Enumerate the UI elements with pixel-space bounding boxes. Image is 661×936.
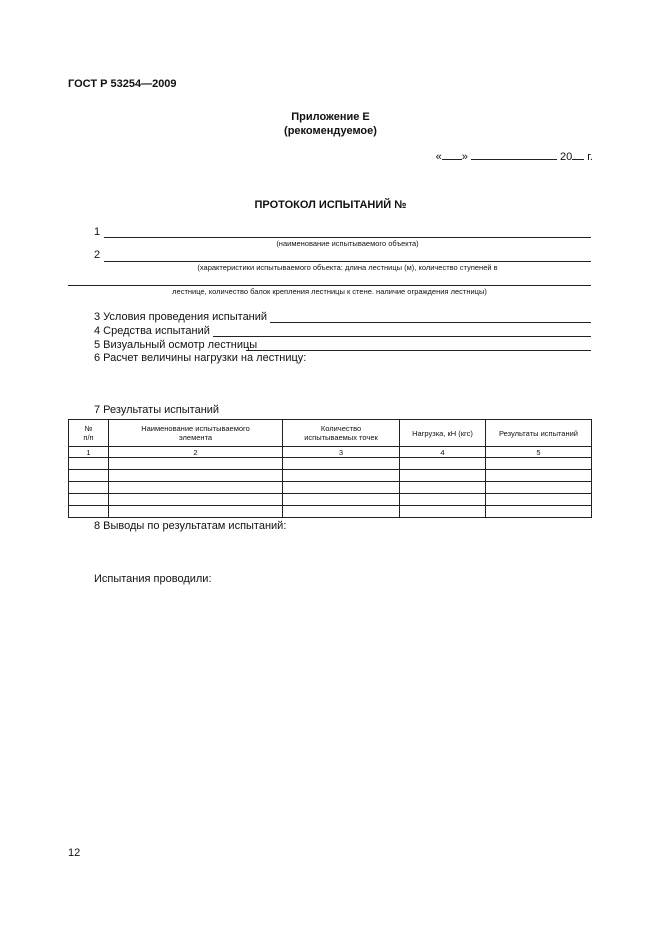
column-number: 2 — [109, 447, 283, 458]
header-cell-element: Наименование испытываемого элемента — [109, 420, 283, 447]
section-7-label: 7 Результаты испытаний — [94, 404, 220, 416]
field2-caption-line1: (характеристики испытываемого объекта: длина лестницы (м), количество ступеней в — [197, 263, 498, 272]
header-cell-number: № п/п — [69, 420, 109, 447]
section-6-label: 6 Расчет величины нагрузки на лестницу: — [94, 352, 307, 364]
field2-number: 2 — [94, 249, 101, 261]
table-cell[interactable] — [109, 470, 283, 482]
table-cell[interactable] — [486, 494, 592, 506]
table-cell[interactable] — [109, 506, 283, 518]
section-4-input-line[interactable] — [213, 336, 591, 337]
table-cell[interactable] — [486, 506, 592, 518]
year-suffix: г. — [587, 151, 593, 163]
field2-second-line[interactable] — [68, 285, 591, 286]
table-cell[interactable] — [283, 506, 400, 518]
column-number: 4 — [400, 447, 486, 458]
page-number: 12 — [68, 847, 81, 859]
document-header: ГОСТ Р 53254—2009 — [68, 78, 177, 90]
date-close-quote: » — [461, 151, 468, 163]
column-number: 1 — [69, 447, 109, 458]
table-cell[interactable] — [400, 494, 486, 506]
table-cell[interactable] — [109, 494, 283, 506]
table-cell[interactable] — [283, 458, 400, 470]
field1-number: 1 — [94, 226, 101, 238]
header-cell-load: Нагрузка, кН (кгс) — [400, 420, 486, 447]
table-cell[interactable] — [109, 458, 283, 470]
table-column-number-row — [69, 447, 592, 458]
table-row — [69, 458, 592, 470]
table-cell[interactable] — [486, 482, 592, 494]
table-row — [69, 494, 592, 506]
table-cell[interactable] — [69, 470, 109, 482]
testers-label: Испытания проводили: — [94, 573, 212, 585]
section-8-label: 8 Выводы по результатам испытаний: — [94, 520, 287, 532]
appendix-heading — [0, 110, 661, 138]
table-cell[interactable] — [69, 494, 109, 506]
table-header-row — [69, 420, 592, 447]
year-blank[interactable] — [572, 149, 584, 160]
field1-caption: (наименование испытываемого объекта) — [276, 239, 419, 248]
table-cell[interactable] — [400, 458, 486, 470]
section-3-label: 3 Условия проведения испытаний — [94, 311, 268, 323]
appendix-subtitle: (рекомендуемое) — [284, 125, 377, 137]
column-number: 3 — [283, 447, 400, 458]
day-blank[interactable] — [442, 149, 462, 160]
year-prefix: 20 — [559, 151, 573, 163]
table-row — [69, 482, 592, 494]
header-cell-results: Результаты испытаний — [486, 420, 592, 447]
month-blank[interactable] — [471, 149, 557, 160]
table-cell[interactable] — [109, 482, 283, 494]
field2-input-line[interactable] — [104, 261, 591, 262]
table-cell[interactable] — [400, 506, 486, 518]
table-cell[interactable] — [400, 470, 486, 482]
table-cell[interactable] — [69, 458, 109, 470]
section-4-label: 4 Средства испытаний — [94, 325, 210, 337]
field1-input-line[interactable] — [104, 237, 591, 238]
header-cell-points: Количество испытываемых точек — [283, 420, 400, 447]
protocol-title: ПРОТОКОЛ ИСПЫТАНИЙ № — [254, 199, 407, 211]
table-cell[interactable] — [69, 482, 109, 494]
table-row — [69, 470, 592, 482]
table-cell[interactable] — [486, 470, 592, 482]
table-cell[interactable] — [400, 482, 486, 494]
table-cell[interactable] — [486, 458, 592, 470]
table-cell[interactable] — [283, 494, 400, 506]
date-line — [436, 149, 593, 163]
table-cell[interactable] — [283, 482, 400, 494]
field2-caption-line2: лестнице, количество балок крепления лестницы к стене. наличие ограждения лестницы) — [172, 287, 487, 296]
results-table — [68, 419, 592, 518]
column-number: 5 — [486, 447, 592, 458]
table-cell[interactable] — [69, 506, 109, 518]
table-cell[interactable] — [283, 470, 400, 482]
table-row — [69, 506, 592, 518]
section-5-input-line[interactable] — [246, 350, 591, 351]
section-5-label: 5 Визуальный осмотр лестницы — [94, 339, 258, 351]
date-open-quote: « — [435, 151, 442, 163]
section-3-input-line[interactable] — [270, 322, 591, 323]
appendix-title: Приложение Е — [291, 111, 370, 123]
